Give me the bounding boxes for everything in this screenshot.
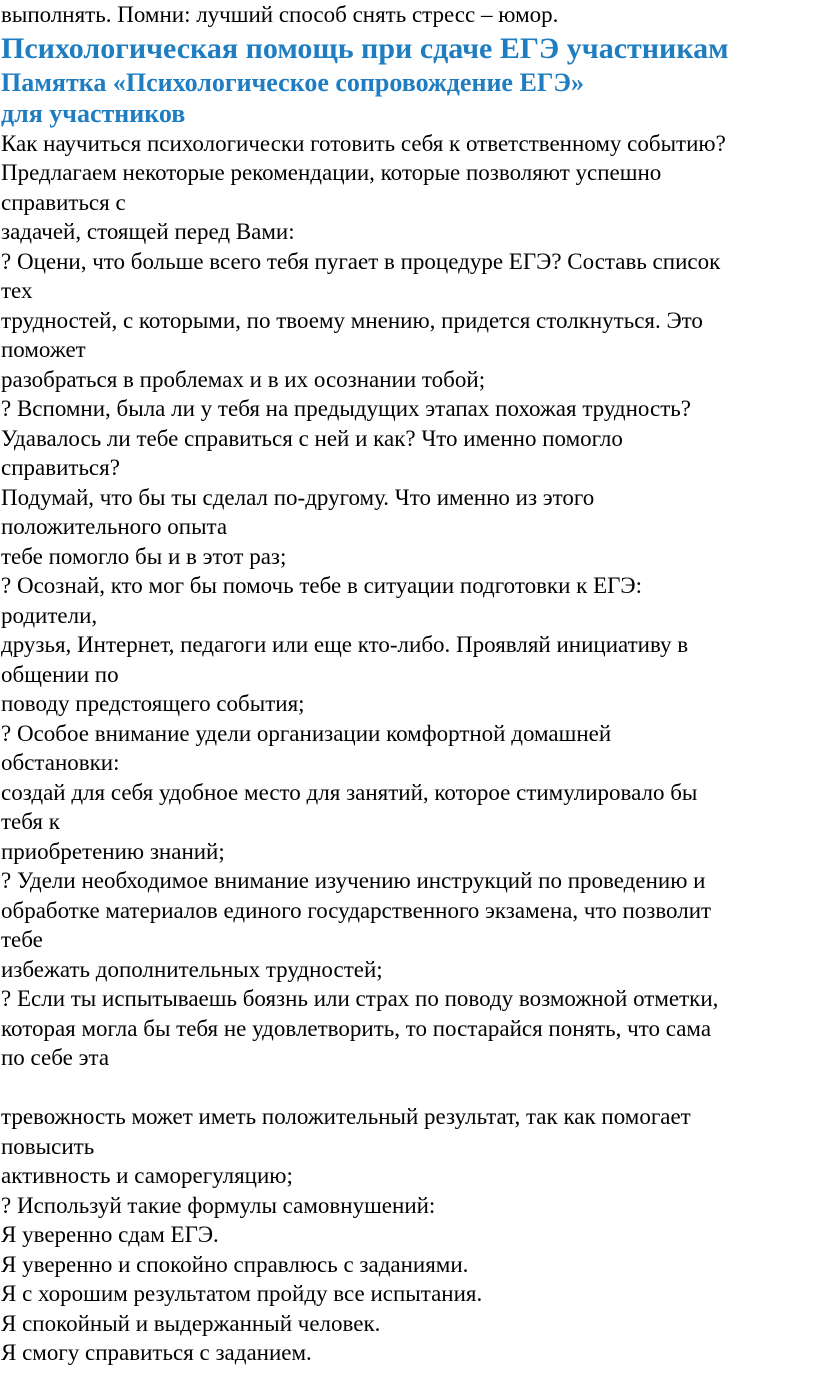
- body-line: тебе помогло бы и в этот раз;: [1, 543, 287, 569]
- body-line: поводу предстоящего события;: [1, 691, 305, 716]
- intro-tail-line: выполнять. Помни: лучший способ снять стресс – юмор.: [1, 2, 559, 27]
- body-line: ? Вспомни, была ли у тебя на предыдущих этапах похожая трудность?: [1, 396, 691, 421]
- body-line: ? Осознай, кто мог бы помочь тебе в ситуации подготовки к ЕГЭ:: [1, 573, 643, 598]
- body-line: Я уверенно сдам ЕГЭ.: [1, 1222, 219, 1247]
- page-heading: Психологическая помощь при сдаче ЕГЭ участникам: [1, 31, 729, 65]
- body-line: положительного опыта: [1, 514, 228, 539]
- body-line: обстановки:: [1, 750, 120, 775]
- body-line: тебе: [1, 927, 43, 952]
- body-line: избежать дополнительных трудностей;: [1, 956, 383, 982]
- body-line: тебя к: [1, 809, 60, 834]
- body-line: Я уверенно и спокойно справлюсь с заданиями.: [1, 1251, 469, 1277]
- body-line: Как научиться психологически готовить себя к ответственному событию?: [1, 130, 726, 156]
- body-line: которая могла бы тебя не удовлетворить, то постарайся понять, что сама: [1, 1015, 712, 1041]
- body-line: Я смогу справиться с заданием.: [1, 1340, 312, 1365]
- body-line: ? Оцени, что больше всего тебя пугает в процедуре ЕГЭ? Составь список: [1, 248, 721, 274]
- body-line: по себе эта: [1, 1045, 110, 1070]
- body-line: задачей, стоящей перед Вами:: [1, 219, 295, 244]
- body-line: активность и саморегуляцию;: [1, 1163, 293, 1188]
- body-line: друзья, Интернет, педагоги или еще кто-либо. Проявляй инициативу в: [1, 632, 689, 657]
- body-line: справиться с: [1, 189, 126, 215]
- body-line: ? Удели необходимое внимание изучению инструкций по проведению и: [1, 868, 706, 893]
- blank-line: [0, 1073, 816, 1103]
- body-line: тревожность может иметь положительный результат, так как помогает: [1, 1104, 691, 1129]
- subheading-line-1: Памятка «Психологическое сопровождение ЕГЭ»: [1, 67, 584, 97]
- body-line: трудностей, с которыми, по твоему мнению, придется столкнуться. Это: [1, 307, 703, 333]
- body-line: ? Используй такие формулы самовнушений:: [1, 1192, 436, 1218]
- body-line: Подумай, что бы ты сделал по-другому. Что именно из этого: [1, 484, 595, 510]
- body-line: Предлагаем некоторые рекомендации, которые позволяют успешно: [1, 160, 662, 185]
- body-text: [0, 129, 816, 1368]
- subheading-line-2: для участников: [1, 98, 186, 128]
- body-line: обработке материалов единого государственного экзамена, что позволит: [1, 897, 712, 923]
- body-line: справиться?: [1, 455, 120, 480]
- body-line: общении по: [1, 661, 119, 687]
- body-line: приобретению знаний;: [1, 838, 225, 864]
- body-line: ? Особое внимание удели организации комфортной домашней: [1, 720, 612, 746]
- body-line: создай для себя удобное место для занятий, которое стимулировало бы: [1, 779, 698, 805]
- body-line: разобраться в проблемах и в их осознании тобой;: [1, 366, 486, 392]
- body-line: Я спокойный и выдержанный человек.: [1, 1310, 381, 1336]
- body-line: тех: [1, 278, 33, 303]
- body-line: повысить: [1, 1133, 95, 1159]
- body-line: поможет: [1, 337, 86, 362]
- body-line: Я с хорошим результатом пройду все испытания.: [1, 1281, 483, 1306]
- body-line: ? Если ты испытываешь боязнь или страх по поводу возможной отметки,: [1, 986, 719, 1011]
- body-line: родители,: [1, 602, 98, 628]
- body-line: Удавалось ли тебе справиться с ней и как? Что именно помогло: [1, 425, 623, 451]
